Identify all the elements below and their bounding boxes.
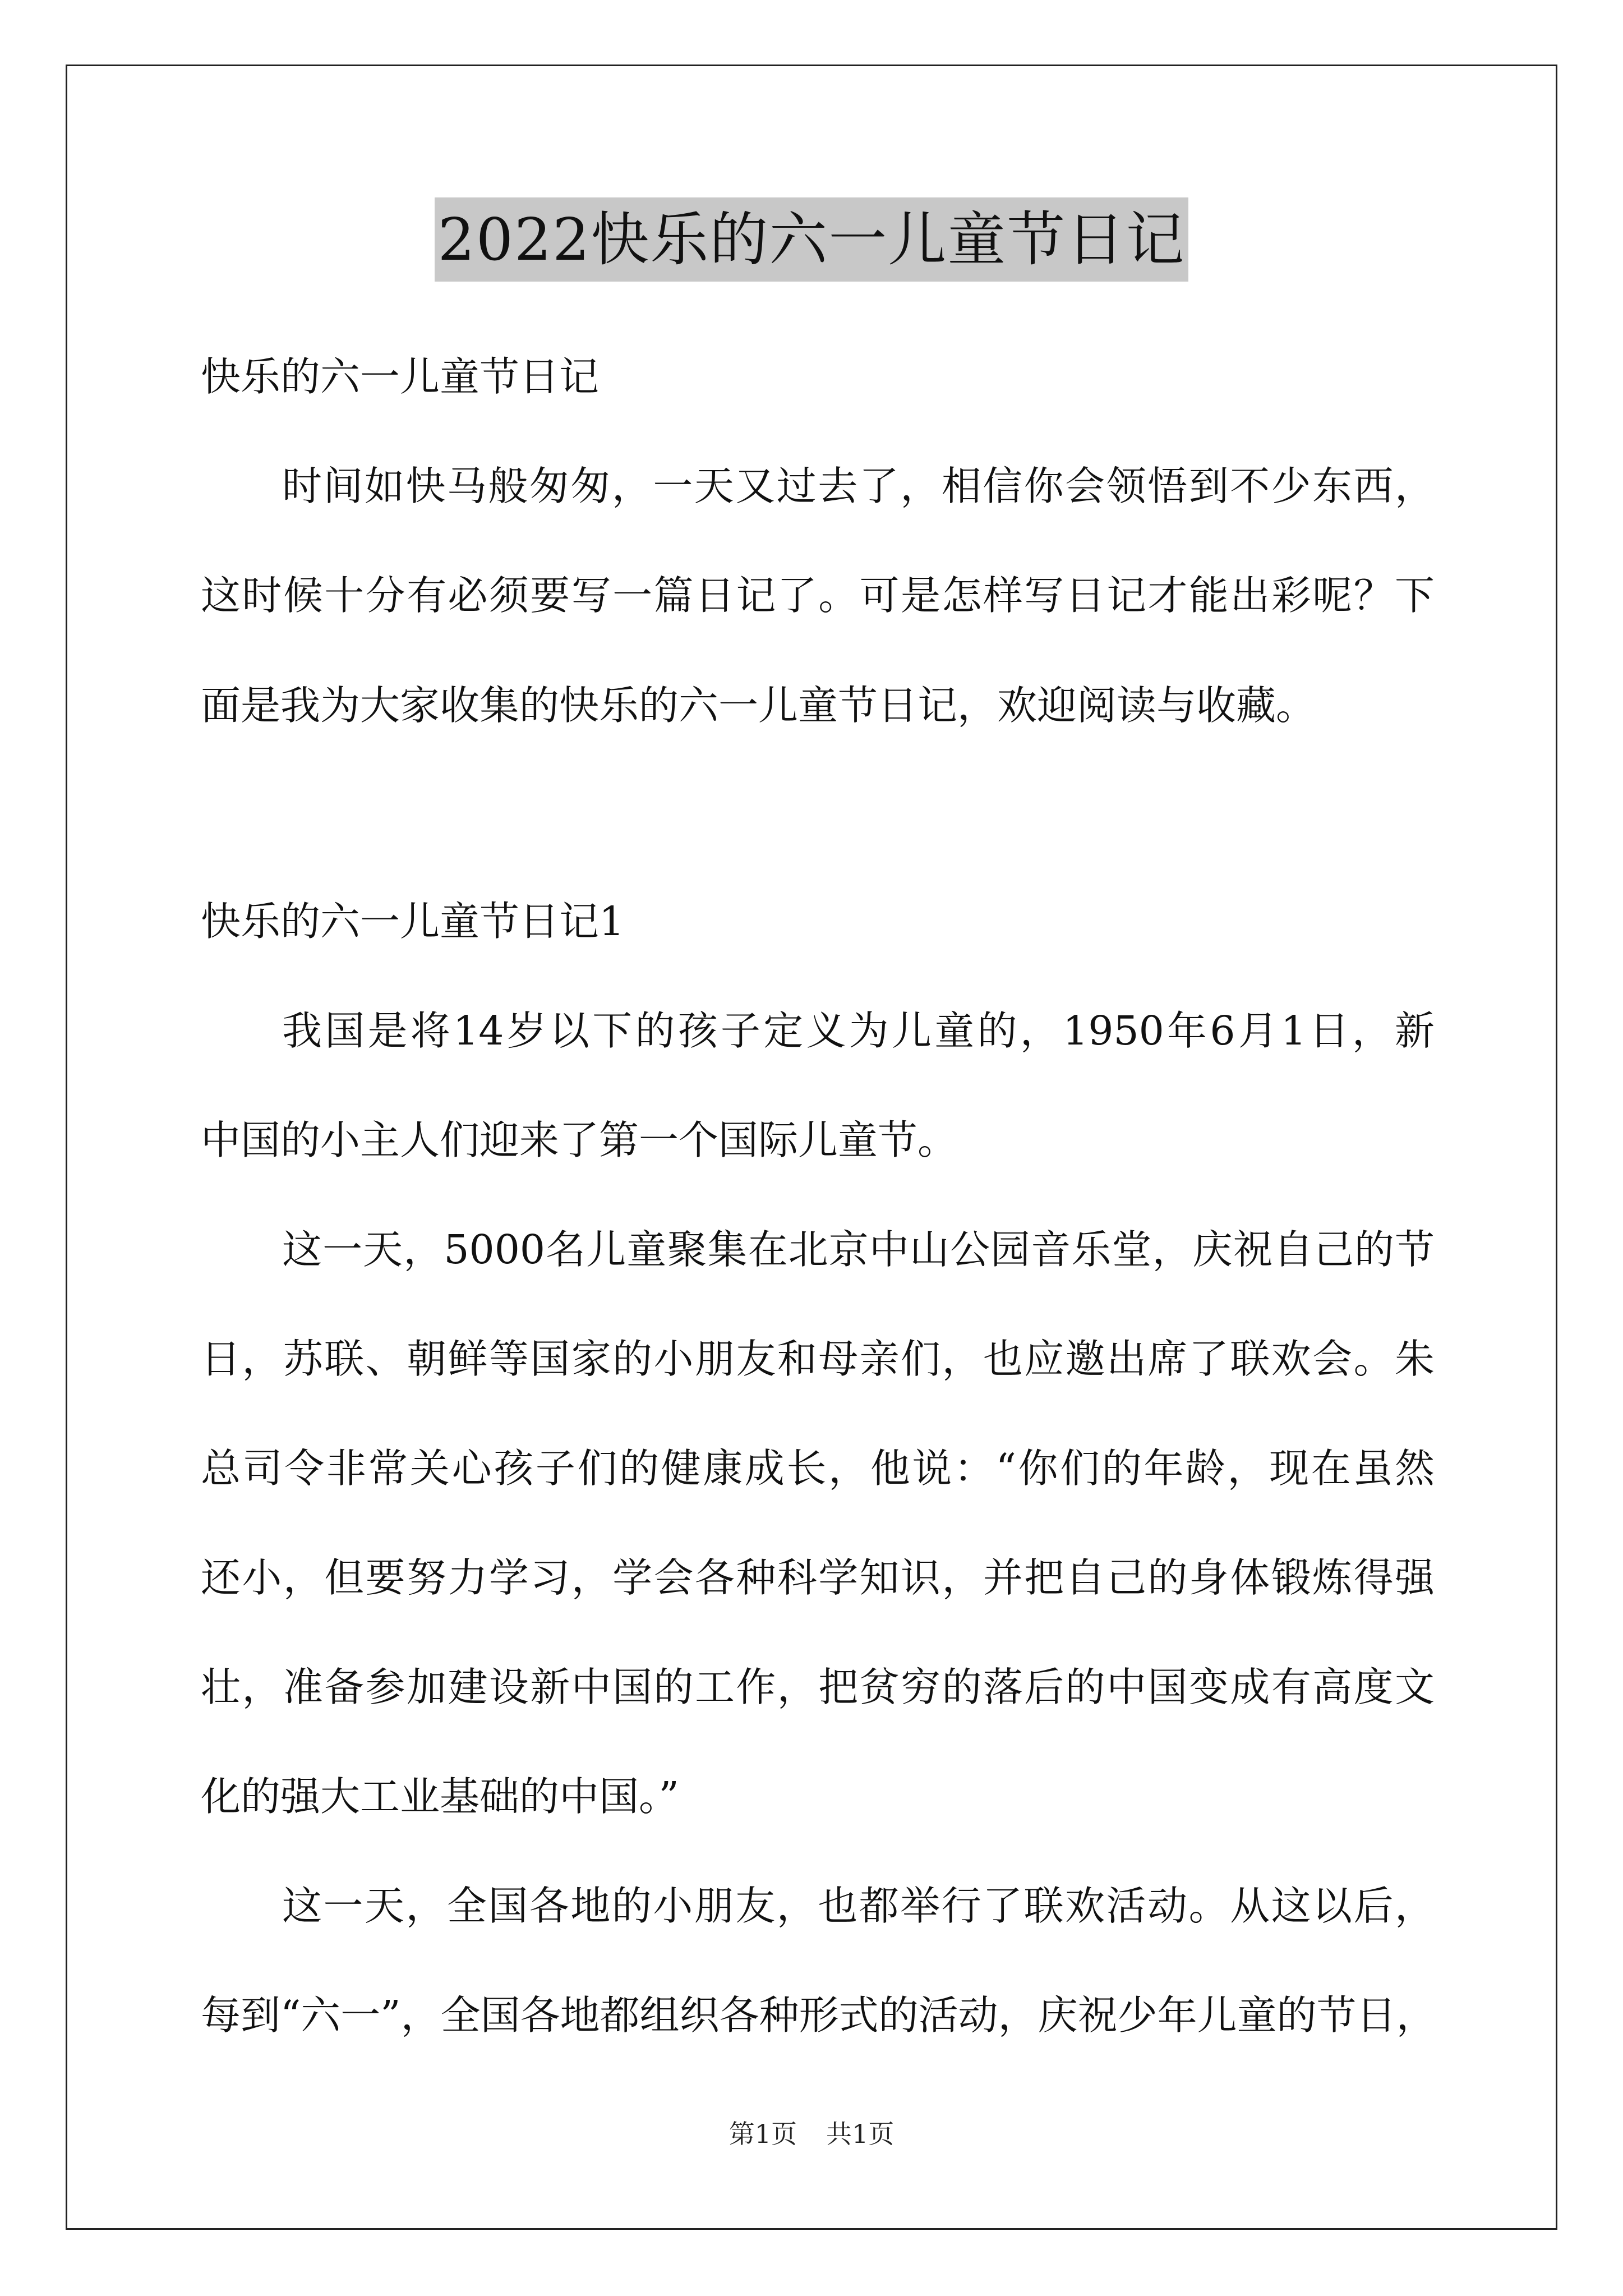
paragraph-2-line-6: 化的强大工业基础的中国。”: [201, 1773, 679, 1820]
paragraph-2-line-2: 日，苏联、朝鲜等国家的小朋友和母亲们，也应邀出席了联欢会。朱: [201, 1336, 1435, 1382]
paragraph-3-line-1: 这一天，全国各地的小朋友，也都举行了联欢活动。从这以后，: [282, 1883, 1435, 1929]
title-container: [0, 197, 1623, 282]
section-heading-intro: 快乐的六一儿童节日记: [201, 353, 600, 400]
paragraph-2-line-5: 壮，准备参加建设新中国的工作，把贫穷的落后的中国变成有高度文: [201, 1664, 1435, 1710]
intro-line-2: 这时候十分有必须要写一篇日记了。可是怎样写日记才能出彩呢？下: [201, 572, 1435, 619]
intro-line-3: 面是我为大家收集的快乐的六一儿童节日记，欢迎阅读与收藏。: [201, 682, 1316, 729]
section-heading-1: 快乐的六一儿童节日记1: [201, 898, 625, 945]
page-footer: [0, 2117, 1623, 2151]
paragraph-1-line-1: 我国是将14岁以下的孩子定义为儿童的，1950年6月1日，新: [282, 1007, 1435, 1054]
paragraph-3-line-2: 每到“六一”，全国各地都组织各种形式的活动，庆祝少年儿童的节日，: [201, 1992, 1436, 2039]
intro-line-1: 时间如快马般匆匆，一天又过去了，相信你会领悟到不少东西，: [282, 463, 1435, 509]
paragraph-1-line-2: 中国的小主人们迎来了第一个国际儿童节。: [201, 1117, 958, 1163]
paragraph-2-line-3: 总司令非常关心孩子们的健康成长，他说：“你们的年龄，现在虽然: [201, 1445, 1435, 1492]
paragraph-2-line-4: 还小，但要努力学习，学会各种科学知识，并把自己的身体锻炼得强: [201, 1554, 1435, 1601]
document-title: 2022快乐的六一儿童节日记: [435, 197, 1189, 282]
page-number: 第1页: [728, 2119, 797, 2149]
page-total: 共1页: [826, 2119, 895, 2149]
paragraph-2-line-1: 这一天，5000名儿童聚集在北京中山公园音乐堂，庆祝自己的节: [282, 1226, 1435, 1273]
